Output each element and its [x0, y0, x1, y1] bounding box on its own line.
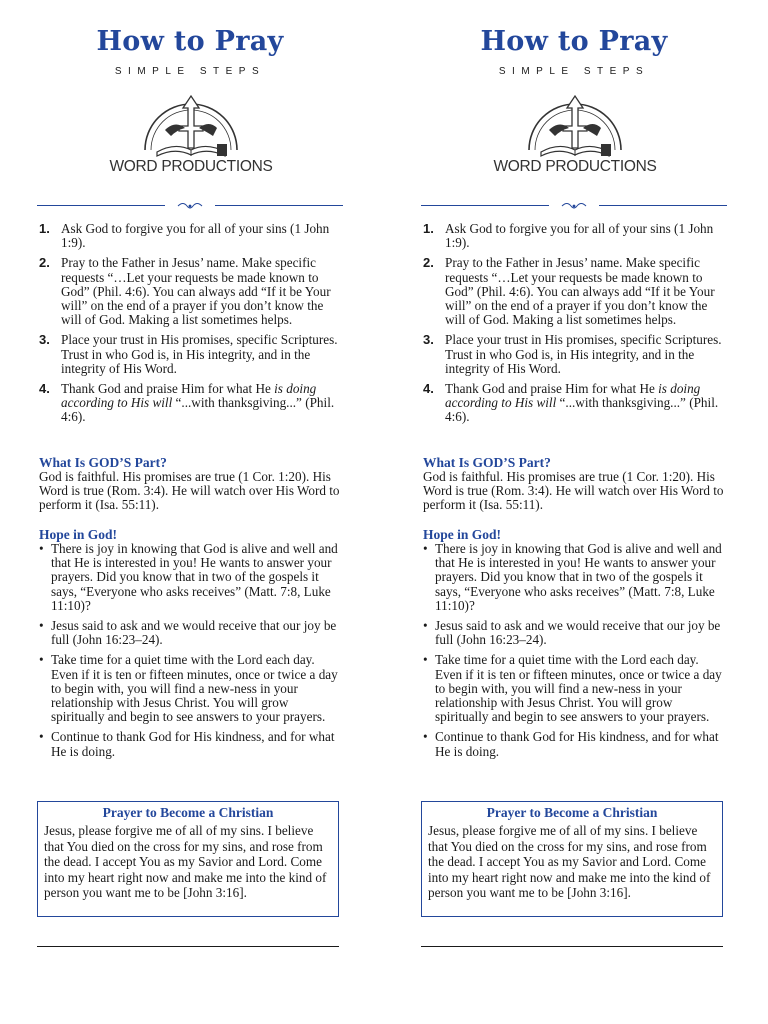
step-item [421, 333, 727, 376]
bullet-icon: • [39, 541, 44, 556]
logo-graphic [489, 90, 661, 162]
bullet-icon: • [423, 729, 428, 745]
step-text: Ask God to forgive you for all of your sins (1 John 1:9). [61, 221, 330, 251]
bullet-icon: • [39, 652, 44, 668]
bullet-icon: • [423, 618, 428, 634]
step-number: 1. [423, 221, 434, 236]
step-text: “...with thanksgiving...” (Phil. 4:6). [445, 395, 719, 425]
steps-list [421, 222, 727, 431]
bullet-icon: • [423, 541, 428, 556]
list-item [423, 619, 727, 647]
panel-right [421, 0, 727, 1024]
step-item [421, 382, 727, 425]
list-item [423, 653, 727, 724]
prayer-title: Prayer to Become a Christian [486, 805, 658, 820]
bullet-text: Jesus said to ask and we would receive that our joy be full (John 16:23–24). [435, 618, 721, 648]
gods-part-heading: What Is GOD’S Part? [39, 455, 167, 470]
logo-wordmark: WORD PRODUCTIONS [109, 158, 273, 175]
ornament-flourish-icon [559, 200, 589, 212]
bullet-text: Take time for a quiet time with the Lord each day. Even if it is ten or fifteen minutes, once or twice a day to begin with, you will find a new-ness in your relationship with Jesus Christ. You will grow spiritually and begin to see answers to your prayers. [51, 652, 338, 725]
step-number: 3. [423, 332, 434, 348]
step-text: Thank God and praise Him for what He [61, 381, 275, 397]
bullet-icon: • [39, 729, 44, 745]
panel-left [37, 0, 343, 1024]
page-title: How to Pray [480, 26, 668, 57]
hope-bullet-list [39, 542, 343, 759]
section-divider [421, 200, 727, 212]
bullet-text: There is joy in knowing that God is alive and well and that He is interested in you! He wants to answer your prayers. Did you know that in two of the gospels it says, “Everyone who asks receives” (Matt. 7:8, Luke 11:10)? [51, 541, 338, 613]
step-item [37, 222, 343, 250]
ornament-flourish-icon [175, 200, 205, 212]
bullet-text: Jesus said to ask and we would receive that our joy be full (John 16:23–24). [51, 618, 337, 648]
list-item [39, 542, 343, 613]
step-number: 3. [39, 332, 50, 348]
list-item [39, 653, 343, 724]
gods-part-heading: What Is GOD’S Part? [423, 455, 551, 470]
hope-heading: Hope in God! [423, 527, 502, 542]
bullet-icon: • [423, 652, 428, 668]
step-item [37, 382, 343, 425]
step-item [421, 256, 727, 327]
page-subtitle: SIMPLE STEPS [498, 66, 650, 77]
bible-cross-dove-logo-icon [489, 90, 661, 180]
step-item [37, 333, 343, 376]
prayer-text: Jesus, please forgive me of all of my sins. I believe that You died on the cross for my sins, and rose from the dead. I accept You as my Savior and Lord. Come into my heart right now and make me into the kind of person you want me to be [John 3:16]. [428, 823, 711, 901]
step-item [421, 222, 727, 250]
list-item [423, 730, 727, 758]
page-subtitle: SIMPLE STEPS [114, 66, 266, 77]
step-number: 2. [423, 255, 434, 271]
bullet-text: Continue to thank God for His kindness, and for what He is doing. [51, 729, 335, 759]
hope-section [39, 527, 343, 765]
step-text: “...with thanksgiving...” (Phil. 4:6). [61, 395, 335, 425]
step-text: Place your trust in His promises, specific Scriptures. Trust in who God is, in His integrity, and in the integrity of His Word. [61, 332, 338, 376]
list-item [39, 730, 343, 758]
bullet-icon: • [39, 618, 44, 634]
hope-bullet-list [423, 542, 727, 759]
steps-list [37, 222, 343, 431]
step-number: 4. [423, 381, 434, 397]
step-number: 2. [39, 255, 50, 271]
list-item [423, 542, 727, 613]
bullet-text: There is joy in knowing that God is alive and well and that He is interested in you! He wants to answer your prayers. Did you know that in two of the gospels it says, “Everyone who asks receives” (Matt. 7:8, Luke 11:10)? [435, 541, 722, 613]
step-text-italic: is doing according to His will [61, 381, 317, 411]
section-divider [37, 200, 343, 212]
list-item [39, 619, 343, 647]
bullet-text: Continue to thank God for His kindness, and for what He is doing. [435, 729, 719, 759]
hope-heading: Hope in God! [39, 527, 118, 542]
prayer-text: Jesus, please forgive me of all of my sins. I believe that You died on the cross for my sins, and rose from the dead. I accept You as my Savior and Lord. Come into my heart right now and make me into the kind of person you want me to be [John 3:16]. [44, 823, 327, 901]
page-title: How to Pray [96, 26, 284, 57]
step-text: Thank God and praise Him for what He [445, 381, 659, 397]
hope-section [423, 527, 727, 765]
step-text: Ask God to forgive you for all of your sins (1 John 1:9). [445, 221, 714, 251]
bible-cross-dove-logo-icon [105, 90, 277, 180]
prayer-box [421, 801, 723, 917]
step-text: Place your trust in His promises, specific Scriptures. Trust in who God is, in His integrity, and in the integrity of His Word. [445, 332, 722, 376]
bottom-rule [421, 946, 723, 947]
logo-graphic [105, 90, 277, 162]
gods-part-body: God is faithful. His promises are true (1 Cor. 1:20). His Word is true (Rom. 3:4). He will watch over His Word to perform it (Isa. 55:11). [423, 469, 724, 513]
gods-part-section [423, 455, 727, 513]
step-text: Pray to the Father in Jesus’ name. Make specific requests “…Let your requests be made known to God” (Phil. 4:6). You can always add “If it be Your will” on the end of a prayer if you don’t know the will of God. Making a list sometimes helps. [445, 255, 715, 328]
bullet-text: Take time for a quiet time with the Lord each day. Even if it is ten or fifteen minutes, once or twice a day to begin with, you will find a new-ness in your relationship with Jesus Christ. You will grow spiritually and begin to see answers to your prayers. [435, 652, 722, 725]
step-number: 1. [39, 221, 50, 236]
prayer-title: Prayer to Become a Christian [102, 805, 274, 820]
gods-part-body: God is faithful. His promises are true (1 Cor. 1:20). His Word is true (Rom. 3:4). He will watch over His Word to perform it (Isa. 55:11). [39, 469, 340, 513]
step-text-italic: is doing according to His will [445, 381, 701, 411]
step-item [37, 256, 343, 327]
gods-part-section [39, 455, 343, 513]
bottom-rule [37, 946, 339, 947]
step-number: 4. [39, 381, 50, 397]
step-text: Pray to the Father in Jesus’ name. Make specific requests “…Let your requests be made known to God” (Phil. 4:6). You can always add “If it be Your will” on the end of a prayer if you don’t know the will of God. Making a list sometimes helps. [61, 255, 331, 328]
logo-wordmark: WORD PRODUCTIONS [493, 158, 657, 175]
prayer-box [37, 801, 339, 917]
